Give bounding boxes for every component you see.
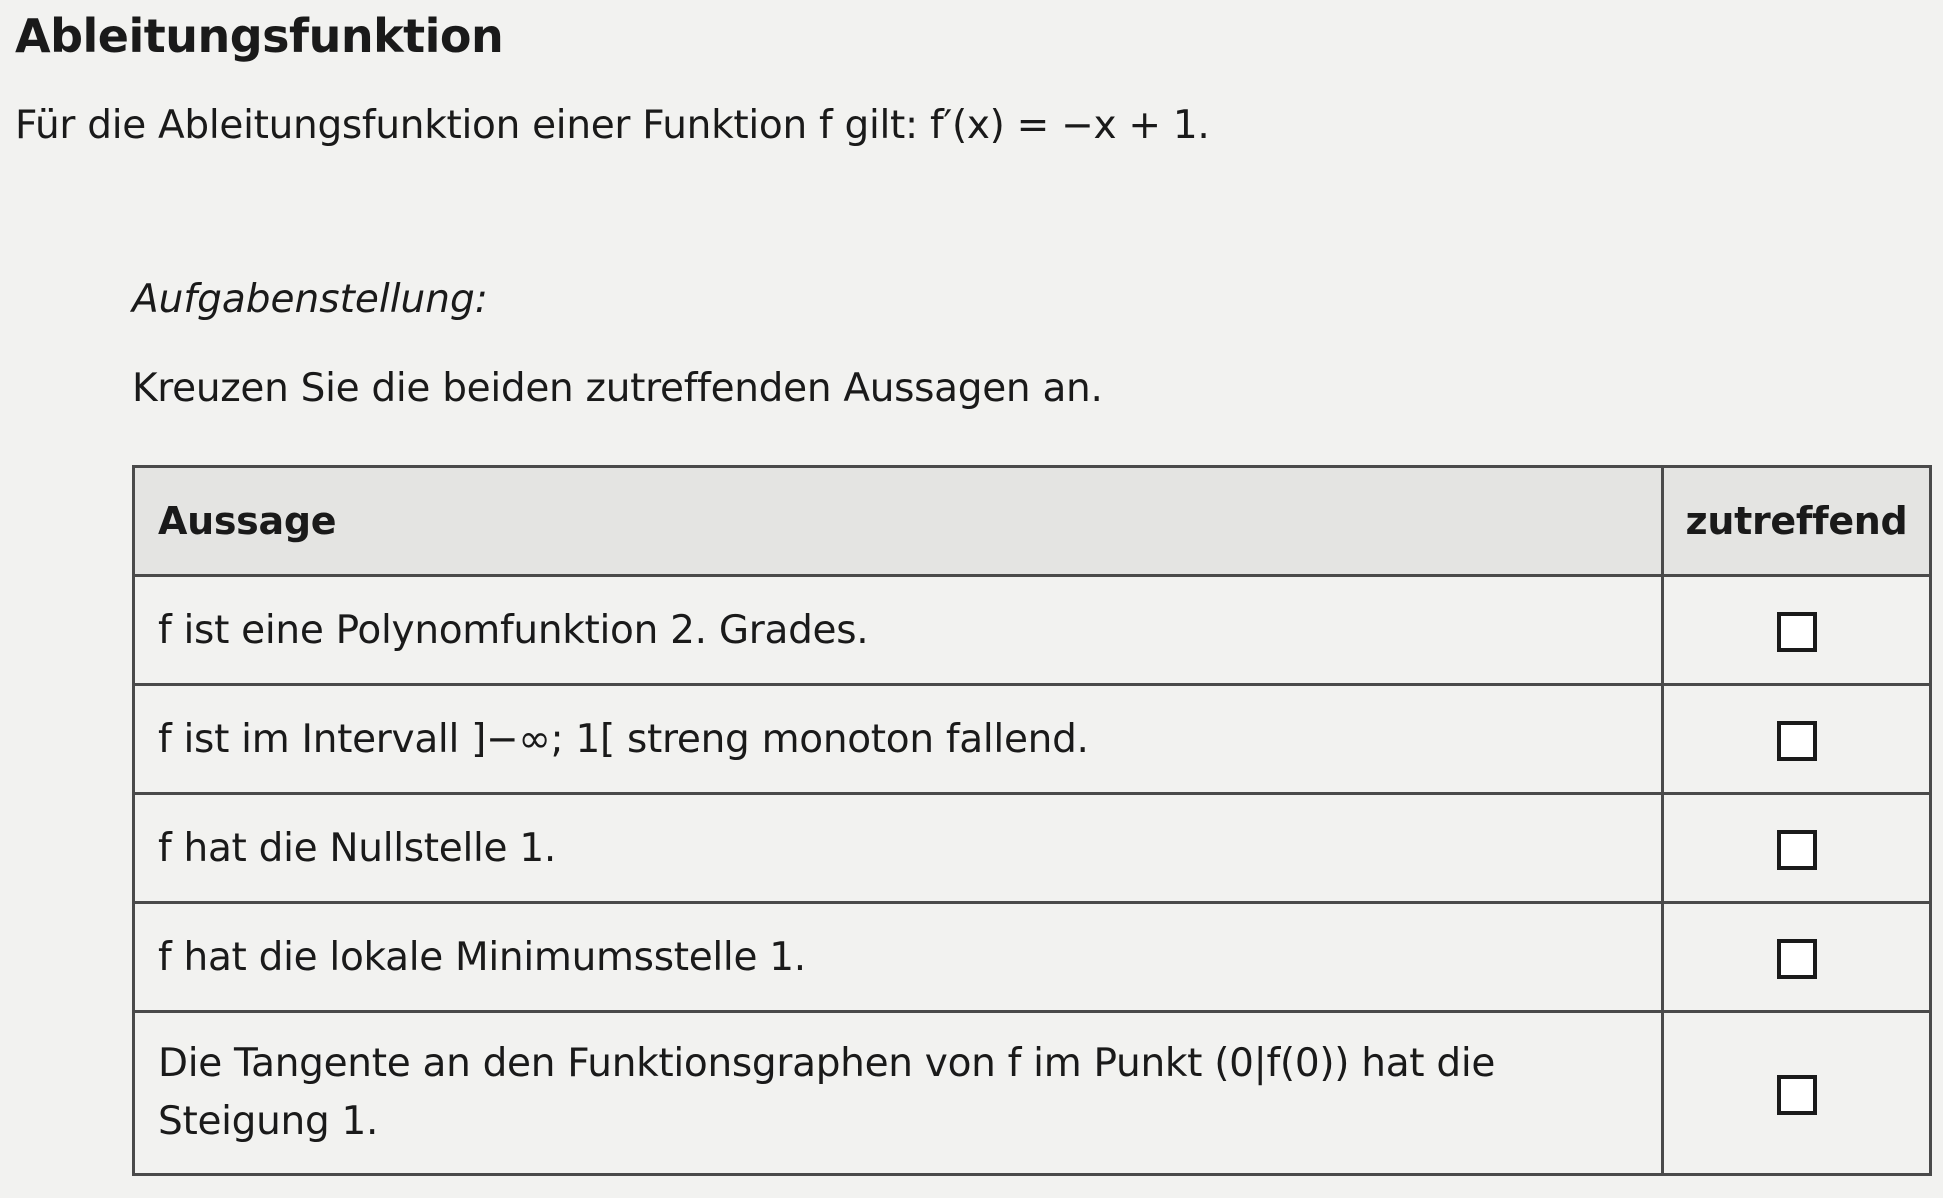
checkbox-cell <box>1663 576 1931 685</box>
statement-text: f ist eine Polynomfunktion 2. Grades. <box>134 576 1663 685</box>
answer-checkbox[interactable] <box>1777 1075 1817 1115</box>
statement-text: f ist im Intervall ]−∞; 1[ streng monoton fallend. <box>134 685 1663 794</box>
answer-checkbox[interactable] <box>1777 830 1817 870</box>
table-row <box>134 794 1931 903</box>
header-applies: zutreffend <box>1663 467 1931 576</box>
task-label: Aufgabenstellung: <box>132 277 488 322</box>
table-row <box>134 1012 1931 1175</box>
table-row <box>134 685 1931 794</box>
checkbox-cell <box>1663 794 1931 903</box>
statements-table <box>132 465 1932 1176</box>
statement-text: Die Tangente an den Funktionsgraphen von f im Punkt (0|f(0)) hat die Steigung 1. <box>134 1012 1663 1175</box>
statement-text: f hat die Nullstelle 1. <box>134 794 1663 903</box>
instruction-text: Kreuzen Sie die beiden zutreffenden Aussagen an. <box>132 366 1103 411</box>
statement-text: f hat die lokale Minimumsstelle 1. <box>134 903 1663 1012</box>
answer-checkbox[interactable] <box>1777 721 1817 761</box>
page-title: Ableitungsfunktion <box>15 9 504 63</box>
checkbox-cell <box>1663 903 1931 1012</box>
answer-checkbox[interactable] <box>1777 612 1817 652</box>
answer-checkbox[interactable] <box>1777 939 1817 979</box>
header-statement: Aussage <box>134 467 1663 576</box>
table-row <box>134 903 1931 1012</box>
checkbox-cell <box>1663 685 1931 794</box>
table-row <box>134 576 1931 685</box>
checkbox-cell <box>1663 1012 1931 1175</box>
intro-text: Für die Ableitungsfunktion einer Funktion f gilt: f′(x) = −x + 1. <box>15 103 1210 148</box>
table-header-row <box>134 467 1931 576</box>
